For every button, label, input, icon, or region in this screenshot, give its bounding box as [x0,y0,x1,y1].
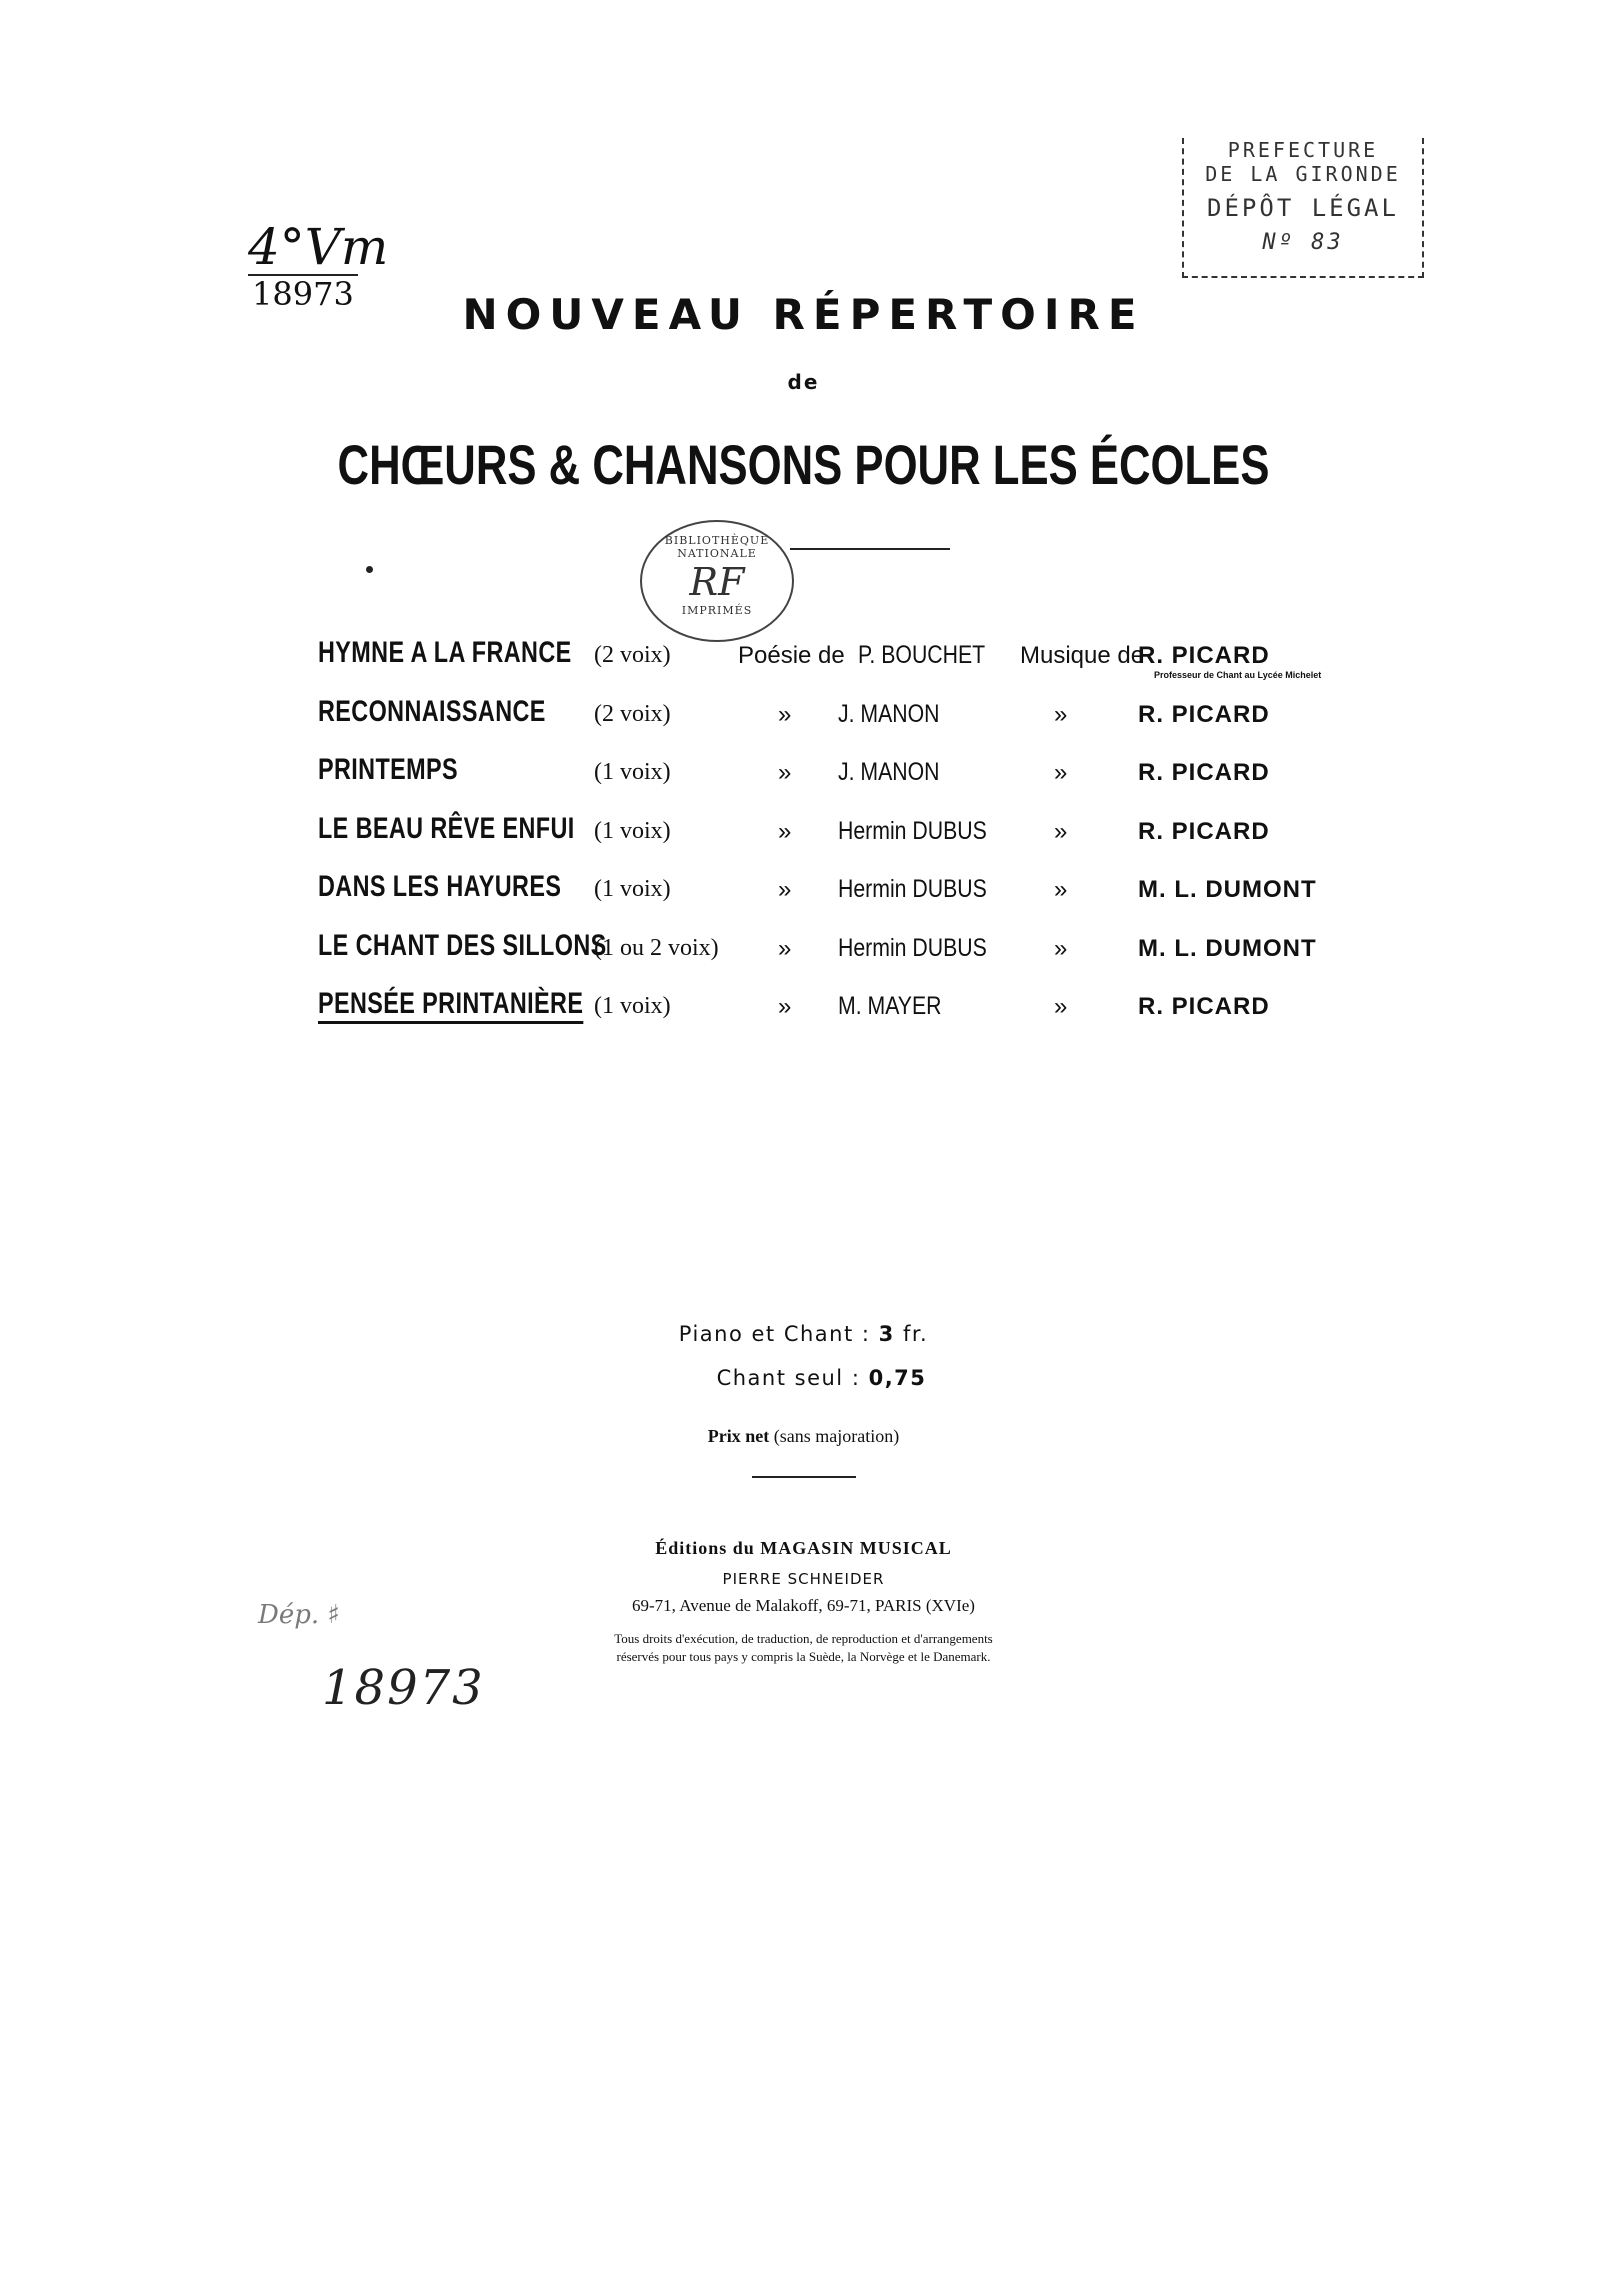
work-poet: M. MAYER [838,992,942,1020]
work-composer: R. PICARD [1138,993,1270,1020]
work-music-prefix: Musique de [1020,642,1145,669]
price-net [0,1426,1607,1447]
work-poet: Hermin DUBUS [838,933,987,962]
page-title: NOUVEAU RÉPERTOIRE [462,290,1145,339]
divider [752,1476,856,1478]
work-title: RECONNAISSANCE [318,694,546,728]
price-piano-value: 3 [878,1322,895,1346]
work-title: PENSÉE PRINTANIÈRE [318,987,584,1020]
stamp-line: DE LA GIRONDE [1205,162,1401,186]
work-poet: J. MANON [838,758,940,786]
work-poet-prefix: » [778,700,792,728]
work-music-prefix: » [1054,876,1068,903]
work-row [318,929,1318,977]
work-voices: (1 voix) [594,817,671,844]
work-row [318,870,1318,918]
price-piano-unit: fr. [902,1322,929,1346]
work-composer: R. PICARD [1138,642,1270,669]
work-composer: R. PICARD [1138,759,1270,786]
rights-line: réservés pour tous pays y compris la Suède, la Norvège et le Danemark. [616,1649,991,1664]
stamp-line: PREFECTURE [1227,138,1379,162]
work-poet: Hermin DUBUS [838,875,987,903]
work-title: PRINTEMPS [318,753,459,786]
price-chant-value: 0,75 [868,1366,927,1390]
work-composer: R. PICARD [1138,817,1270,845]
work-music-prefix: » [1054,993,1068,1020]
work-title: LE CHANT DES SILLONS [318,928,607,962]
price-net-note: (sans majoration) [773,1426,900,1446]
publisher-name: Éditions du MAGASIN MUSICAL [655,1538,952,1558]
work-voices: (1 voix) [594,759,671,785]
title-connector: de [787,370,820,394]
work-composer: R. PICARD [1138,700,1270,728]
work-poet-prefix: » [778,759,792,786]
composer-note: Professeur de Chant au Lycée Michelet [1154,670,1322,680]
work-row [318,812,1318,860]
work-poet-prefix: » [778,876,792,903]
work-voices: (2 voix) [594,642,671,668]
work-poet-prefix: » [778,993,792,1020]
library-stamp [640,520,794,642]
handwritten-number: 18973 [322,1660,485,1716]
page-subtitle: CHŒURS & CHANSONS POUR LES ÉCOLES [337,433,1270,496]
work-row [318,753,1318,801]
work-voices: (1 ou 2 voix) [594,934,719,961]
work-row [318,636,1322,684]
work-voices: (1 voix) [594,876,671,902]
library-stamp-ring-top: BIBLIOTHÈQUE NATIONALE [664,534,770,560]
library-stamp-monogram: RF [689,560,745,604]
work-music-prefix: » [1054,759,1068,786]
work-composer: M. L. DUMONT [1138,876,1317,903]
work-poet-prefix: Poésie de [738,642,845,669]
work-title: HYMNE A LA FRANCE [318,636,572,669]
work-title: DANS LES HAYURES [318,870,562,903]
price-net-label: Prix net [707,1426,770,1446]
work-title: LE BEAU RÊVE ENFUI [318,811,575,845]
library-stamp-ring-bottom: IMPRIMÉS [681,604,753,617]
work-music-prefix: » [1054,934,1068,962]
shelfmark-number: 18973 [248,274,358,312]
work-music-prefix: » [1054,700,1068,728]
work-row [318,695,1318,743]
publisher-address: 69-71, Avenue de Malakoff, 69-71, PARIS (XVIe) [632,1596,975,1615]
ink-dot [366,566,373,573]
rights-line: Tous droits d'exécution, de traduction, de reproduction et d'arrangements [614,1631,993,1646]
work-voices: (1 voix) [594,993,671,1019]
stamp-line: DÉPÔT LÉGAL [1207,194,1399,222]
work-voices: (2 voix) [594,700,671,727]
work-poet: J. MANON [838,699,940,728]
work-poet: Hermin DUBUS [838,816,987,845]
work-poet: P. BOUCHET [858,641,986,669]
work-music-prefix: » [1054,817,1068,845]
price-piano [0,1322,1607,1346]
work-row [318,987,1318,1035]
prefecture-stamp [1182,138,1424,278]
stamp-rule [790,548,950,550]
price-chant-label: Chant seul : [716,1366,861,1390]
shelfmark-code: 4°Vm [248,218,389,276]
publisher-rights [0,1630,1607,1666]
handwritten-note: Dép. ♯ [258,1600,340,1630]
price-chant [0,1366,1607,1390]
work-poet-prefix: » [778,934,792,962]
work-composer: M. L. DUMONT [1138,934,1317,962]
stamp-number: Nº 83 [1262,230,1344,255]
price-piano-label: Piano et Chant : [678,1322,871,1346]
publisher-owner: PIERRE SCHNEIDER [722,1570,885,1588]
work-poet-prefix: » [778,817,792,845]
